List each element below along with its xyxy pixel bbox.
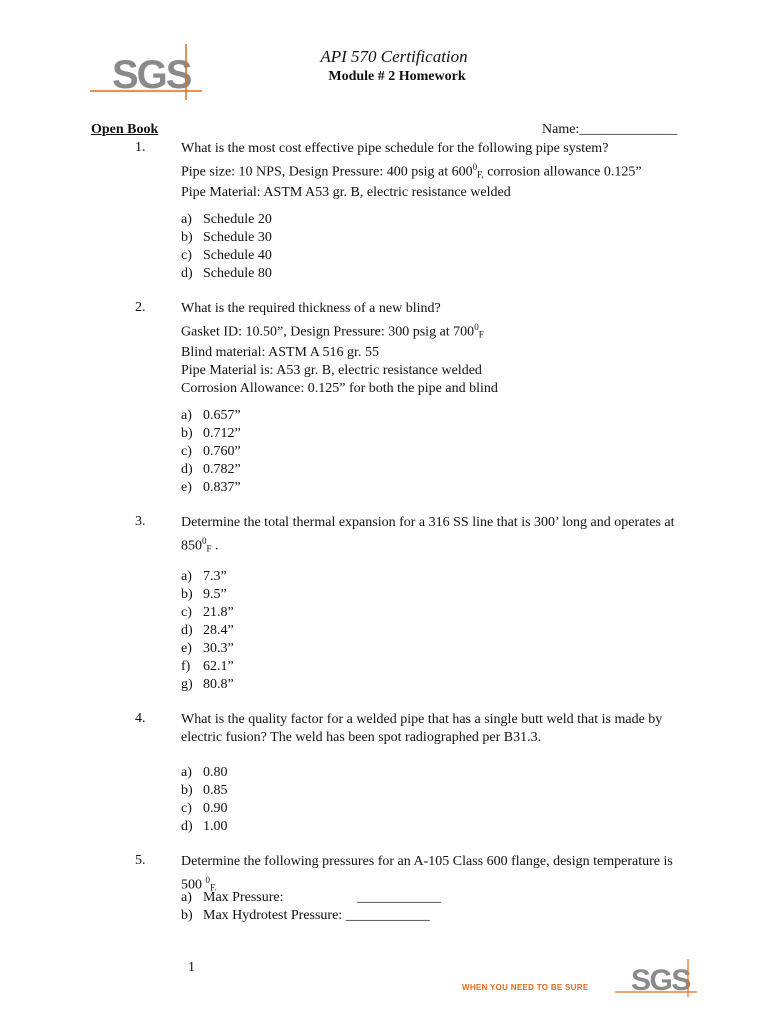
- option: b) Schedule 30: [181, 230, 272, 245]
- name-field-label: Name:______________: [542, 122, 678, 137]
- option: c) 0.90: [181, 801, 228, 816]
- option: d) 28.4”: [181, 623, 234, 638]
- answer-blank: ____________: [357, 890, 441, 905]
- question-4-text: What is the quality factor for a welded pipe that has a single butt weld that is made by electric fusion? The weld has been spot radiographed per B31.3.: [181, 712, 663, 745]
- option: e) 0.837”: [181, 480, 241, 495]
- option: d) Schedule 80: [181, 266, 272, 281]
- question-1-number: 1.: [135, 140, 146, 155]
- sgs-footer-logo-text: SGS: [631, 964, 690, 997]
- option: a) Schedule 20: [181, 212, 272, 227]
- document-title: API 570 Certification: [320, 47, 468, 66]
- question-2-text: What is the required thickness of a new blind? Gasket ID: 10.50”, Design Pressure: 300 psig at $700^0_F$ Blind material: ASTM A 516 gr. 55 Pipe Material is: A53 gr. B, electric resistance welded Corrosion Allowance: 0.125” for both the pipe and blind: [181, 301, 498, 396]
- option: d) 0.782”: [181, 462, 241, 477]
- question-2-options: [181, 407, 241, 497]
- footer-tagline: WHEN YOU NEED TO BE SURE: [462, 983, 589, 992]
- option: a) 7.3”: [181, 569, 227, 584]
- question-3-options: [181, 568, 234, 694]
- option: b) Max Hydrotest Pressure: ____________: [181, 908, 430, 923]
- question-3-text: Determine the total thermal expansion for a 316 SS line that is 300’ long and operates at $850^0_F$ .: [181, 515, 675, 554]
- open-book-label: Open Book: [91, 122, 159, 137]
- option: a) 0.80: [181, 765, 228, 780]
- question-4-number: 4.: [135, 711, 146, 726]
- option: b) 9.5”: [181, 587, 227, 602]
- question-5-options: [181, 889, 441, 925]
- option: b) 0.712”: [181, 426, 241, 441]
- sgs-logo-text: SGS: [112, 53, 191, 97]
- option: a) Max Pressure: ____________: [181, 890, 441, 905]
- option: c) 0.760”: [181, 444, 241, 459]
- option: c) 21.8”: [181, 605, 234, 620]
- question-5-number: 5.: [135, 853, 146, 868]
- option: d) 1.00: [181, 819, 228, 834]
- option: e) 30.3”: [181, 641, 234, 656]
- document-subtitle: Module # 2 Homework: [328, 69, 466, 84]
- page-number: 1: [188, 960, 195, 975]
- question-1-options: [181, 211, 272, 283]
- option: g) 80.8”: [181, 677, 234, 692]
- option: b) 0.85: [181, 783, 228, 798]
- answer-blank: ____________: [345, 908, 430, 923]
- question-4-options: [181, 764, 228, 836]
- question-3-number: 3.: [135, 514, 146, 529]
- sgs-footer-logo: [615, 957, 697, 997]
- question-1-text: What is the most cost effective pipe schedule for the following pipe system? Pipe size: 10 NPS, Design Pressure: 400 psig at $600^0_{F,}$ corrosion allowance 0.125” Pipe Material: ASTM A53 gr. B, electric resistance welded: [181, 141, 642, 200]
- option: c) Schedule 40: [181, 248, 272, 263]
- question-5-text: Determine the following pressures for an A-105 Class 600 flange, design temperature is 500 $^0_{F.}$: [181, 854, 673, 893]
- option: a) 0.657”: [181, 408, 241, 423]
- question-2-number: 2.: [135, 300, 146, 315]
- option: f) 62.1”: [181, 659, 234, 674]
